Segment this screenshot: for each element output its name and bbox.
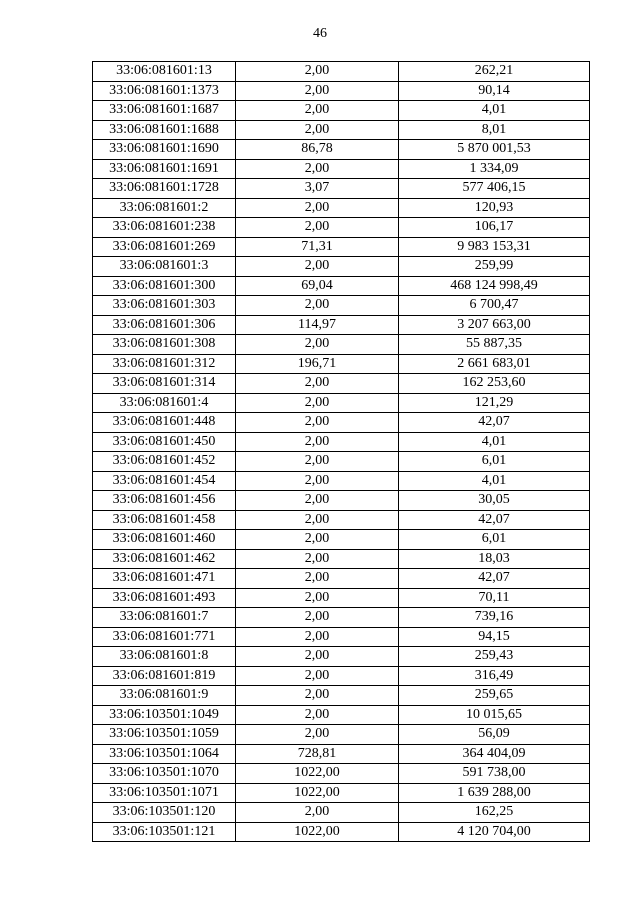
value-cell: 10 015,65 xyxy=(399,705,590,725)
area-cell: 2,00 xyxy=(236,803,399,823)
area-cell: 2,00 xyxy=(236,413,399,433)
table-row xyxy=(93,393,590,413)
area-cell: 2,00 xyxy=(236,491,399,511)
value-cell: 42,07 xyxy=(399,569,590,589)
table-row xyxy=(93,315,590,335)
table-row xyxy=(93,179,590,199)
value-cell: 5 870 001,53 xyxy=(399,140,590,160)
value-cell: 42,07 xyxy=(399,413,590,433)
value-cell: 9 983 153,31 xyxy=(399,237,590,257)
table-row xyxy=(93,569,590,589)
table-row xyxy=(93,257,590,277)
value-cell: 2 661 683,01 xyxy=(399,354,590,374)
cadastral-number-cell: 33:06:081601:452 xyxy=(93,452,236,472)
area-cell: 2,00 xyxy=(236,452,399,472)
cadastral-number-cell: 33:06:081601:450 xyxy=(93,432,236,452)
table-row xyxy=(93,198,590,218)
value-cell: 162,25 xyxy=(399,803,590,823)
area-cell: 2,00 xyxy=(236,81,399,101)
area-cell: 2,00 xyxy=(236,432,399,452)
cadastral-number-cell: 33:06:081601:269 xyxy=(93,237,236,257)
cadastral-number-cell: 33:06:081601:308 xyxy=(93,335,236,355)
area-cell: 2,00 xyxy=(236,510,399,530)
table-row xyxy=(93,627,590,647)
area-cell: 2,00 xyxy=(236,705,399,725)
table-row xyxy=(93,608,590,628)
table-row xyxy=(93,237,590,257)
table-row xyxy=(93,81,590,101)
value-cell: 6,01 xyxy=(399,530,590,550)
cadastral-number-cell: 33:06:081601:448 xyxy=(93,413,236,433)
value-cell: 120,93 xyxy=(399,198,590,218)
value-cell: 162 253,60 xyxy=(399,374,590,394)
table-row xyxy=(93,120,590,140)
area-cell: 2,00 xyxy=(236,471,399,491)
area-cell: 71,31 xyxy=(236,237,399,257)
cadastral-number-cell: 33:06:103501:1049 xyxy=(93,705,236,725)
cadastral-number-cell: 33:06:081601:462 xyxy=(93,549,236,569)
cadastral-number-cell: 33:06:081601:771 xyxy=(93,627,236,647)
table-row xyxy=(93,62,590,82)
area-cell: 2,00 xyxy=(236,647,399,667)
cadastral-number-cell: 33:06:081601:819 xyxy=(93,666,236,686)
value-cell: 6 700,47 xyxy=(399,296,590,316)
value-cell: 18,03 xyxy=(399,549,590,569)
value-cell: 4,01 xyxy=(399,471,590,491)
cadastral-number-cell: 33:06:081601:306 xyxy=(93,315,236,335)
cadastral-number-cell: 33:06:103501:1071 xyxy=(93,783,236,803)
table-row xyxy=(93,432,590,452)
value-cell: 364 404,09 xyxy=(399,744,590,764)
value-cell: 55 887,35 xyxy=(399,335,590,355)
table-row xyxy=(93,491,590,511)
cadastral-number-cell: 33:06:081601:8 xyxy=(93,647,236,667)
table-row xyxy=(93,588,590,608)
cadastral-number-cell: 33:06:081601:2 xyxy=(93,198,236,218)
value-cell: 42,07 xyxy=(399,510,590,530)
cadastral-number-cell: 33:06:081601:303 xyxy=(93,296,236,316)
value-cell: 4,01 xyxy=(399,432,590,452)
cadastral-number-cell: 33:06:081601:1688 xyxy=(93,120,236,140)
table-row xyxy=(93,140,590,160)
value-cell: 121,29 xyxy=(399,393,590,413)
area-cell: 2,00 xyxy=(236,608,399,628)
cadastral-number-cell: 33:06:103501:1059 xyxy=(93,725,236,745)
table-row xyxy=(93,783,590,803)
value-cell: 30,05 xyxy=(399,491,590,511)
value-cell: 259,43 xyxy=(399,647,590,667)
cadastral-number-cell: 33:06:081601:238 xyxy=(93,218,236,238)
cadastral-number-cell: 33:06:081601:300 xyxy=(93,276,236,296)
value-cell: 94,15 xyxy=(399,627,590,647)
table-row xyxy=(93,705,590,725)
cadastral-number-cell: 33:06:103501:1064 xyxy=(93,744,236,764)
area-cell: 2,00 xyxy=(236,218,399,238)
table-row xyxy=(93,510,590,530)
cadastral-number-cell: 33:06:081601:1691 xyxy=(93,159,236,179)
table-row xyxy=(93,276,590,296)
value-cell: 6,01 xyxy=(399,452,590,472)
cadastral-number-cell: 33:06:081601:3 xyxy=(93,257,236,277)
value-cell: 1 334,09 xyxy=(399,159,590,179)
table-row xyxy=(93,803,590,823)
value-cell: 259,65 xyxy=(399,686,590,706)
cadastral-number-cell: 33:06:103501:1070 xyxy=(93,764,236,784)
table-row xyxy=(93,686,590,706)
table-row xyxy=(93,335,590,355)
cadastral-number-cell: 33:06:103501:121 xyxy=(93,822,236,842)
value-cell: 591 738,00 xyxy=(399,764,590,784)
table-row xyxy=(93,471,590,491)
table-row xyxy=(93,101,590,121)
area-cell: 2,00 xyxy=(236,101,399,121)
page-number: 46 xyxy=(313,26,327,41)
table-row xyxy=(93,647,590,667)
table-row xyxy=(93,764,590,784)
table-row xyxy=(93,666,590,686)
table-row xyxy=(93,822,590,842)
cadastral-number-cell: 33:06:081601:460 xyxy=(93,530,236,550)
table-row xyxy=(93,530,590,550)
value-cell: 1 639 288,00 xyxy=(399,783,590,803)
value-cell: 8,01 xyxy=(399,120,590,140)
area-cell: 2,00 xyxy=(236,198,399,218)
value-cell: 4 120 704,00 xyxy=(399,822,590,842)
cadastral-number-cell: 33:06:081601:7 xyxy=(93,608,236,628)
table-row xyxy=(93,374,590,394)
value-cell: 468 124 998,49 xyxy=(399,276,590,296)
area-cell: 1022,00 xyxy=(236,783,399,803)
value-cell: 739,16 xyxy=(399,608,590,628)
table-row xyxy=(93,413,590,433)
area-cell: 3,07 xyxy=(236,179,399,199)
area-cell: 2,00 xyxy=(236,627,399,647)
table-body xyxy=(93,62,590,842)
area-cell: 2,00 xyxy=(236,393,399,413)
value-cell: 90,14 xyxy=(399,81,590,101)
area-cell: 2,00 xyxy=(236,335,399,355)
area-cell: 196,71 xyxy=(236,354,399,374)
cadastral-number-cell: 33:06:081601:4 xyxy=(93,393,236,413)
area-cell: 2,00 xyxy=(236,686,399,706)
value-cell: 106,17 xyxy=(399,218,590,238)
table-row xyxy=(93,296,590,316)
cadastral-number-cell: 33:06:081601:314 xyxy=(93,374,236,394)
cadastral-number-cell: 33:06:081601:471 xyxy=(93,569,236,589)
area-cell: 2,00 xyxy=(236,530,399,550)
value-cell: 259,99 xyxy=(399,257,590,277)
table-row xyxy=(93,549,590,569)
cadastral-number-cell: 33:06:081601:9 xyxy=(93,686,236,706)
area-cell: 2,00 xyxy=(236,725,399,745)
value-cell: 70,11 xyxy=(399,588,590,608)
area-cell: 2,00 xyxy=(236,666,399,686)
area-cell: 2,00 xyxy=(236,549,399,569)
area-cell: 2,00 xyxy=(236,120,399,140)
area-cell: 2,00 xyxy=(236,588,399,608)
cadastral-number-cell: 33:06:081601:1373 xyxy=(93,81,236,101)
area-cell: 2,00 xyxy=(236,257,399,277)
area-cell: 1022,00 xyxy=(236,764,399,784)
area-cell: 2,00 xyxy=(236,569,399,589)
cadastral-number-cell: 33:06:081601:1690 xyxy=(93,140,236,160)
area-cell: 1022,00 xyxy=(236,822,399,842)
area-cell: 114,97 xyxy=(236,315,399,335)
cadastral-number-cell: 33:06:081601:493 xyxy=(93,588,236,608)
area-cell: 69,04 xyxy=(236,276,399,296)
value-cell: 316,49 xyxy=(399,666,590,686)
table-row xyxy=(93,452,590,472)
area-cell: 2,00 xyxy=(236,374,399,394)
table-row xyxy=(93,218,590,238)
table-row xyxy=(93,354,590,374)
cadastral-number-cell: 33:06:081601:454 xyxy=(93,471,236,491)
value-cell: 4,01 xyxy=(399,101,590,121)
cadastral-number-cell: 33:06:081601:1728 xyxy=(93,179,236,199)
value-cell: 56,09 xyxy=(399,725,590,745)
table-row xyxy=(93,744,590,764)
value-cell: 3 207 663,00 xyxy=(399,315,590,335)
area-cell: 86,78 xyxy=(236,140,399,160)
area-cell: 728,81 xyxy=(236,744,399,764)
cadastral-table xyxy=(92,61,590,842)
value-cell: 262,21 xyxy=(399,62,590,82)
cadastral-number-cell: 33:06:081601:312 xyxy=(93,354,236,374)
area-cell: 2,00 xyxy=(236,159,399,179)
cadastral-number-cell: 33:06:081601:13 xyxy=(93,62,236,82)
table-row xyxy=(93,725,590,745)
value-cell: 577 406,15 xyxy=(399,179,590,199)
table-row xyxy=(93,159,590,179)
cadastral-number-cell: 33:06:081601:456 xyxy=(93,491,236,511)
cadastral-number-cell: 33:06:103501:120 xyxy=(93,803,236,823)
cadastral-number-cell: 33:06:081601:1687 xyxy=(93,101,236,121)
area-cell: 2,00 xyxy=(236,296,399,316)
cadastral-number-cell: 33:06:081601:458 xyxy=(93,510,236,530)
area-cell: 2,00 xyxy=(236,62,399,82)
